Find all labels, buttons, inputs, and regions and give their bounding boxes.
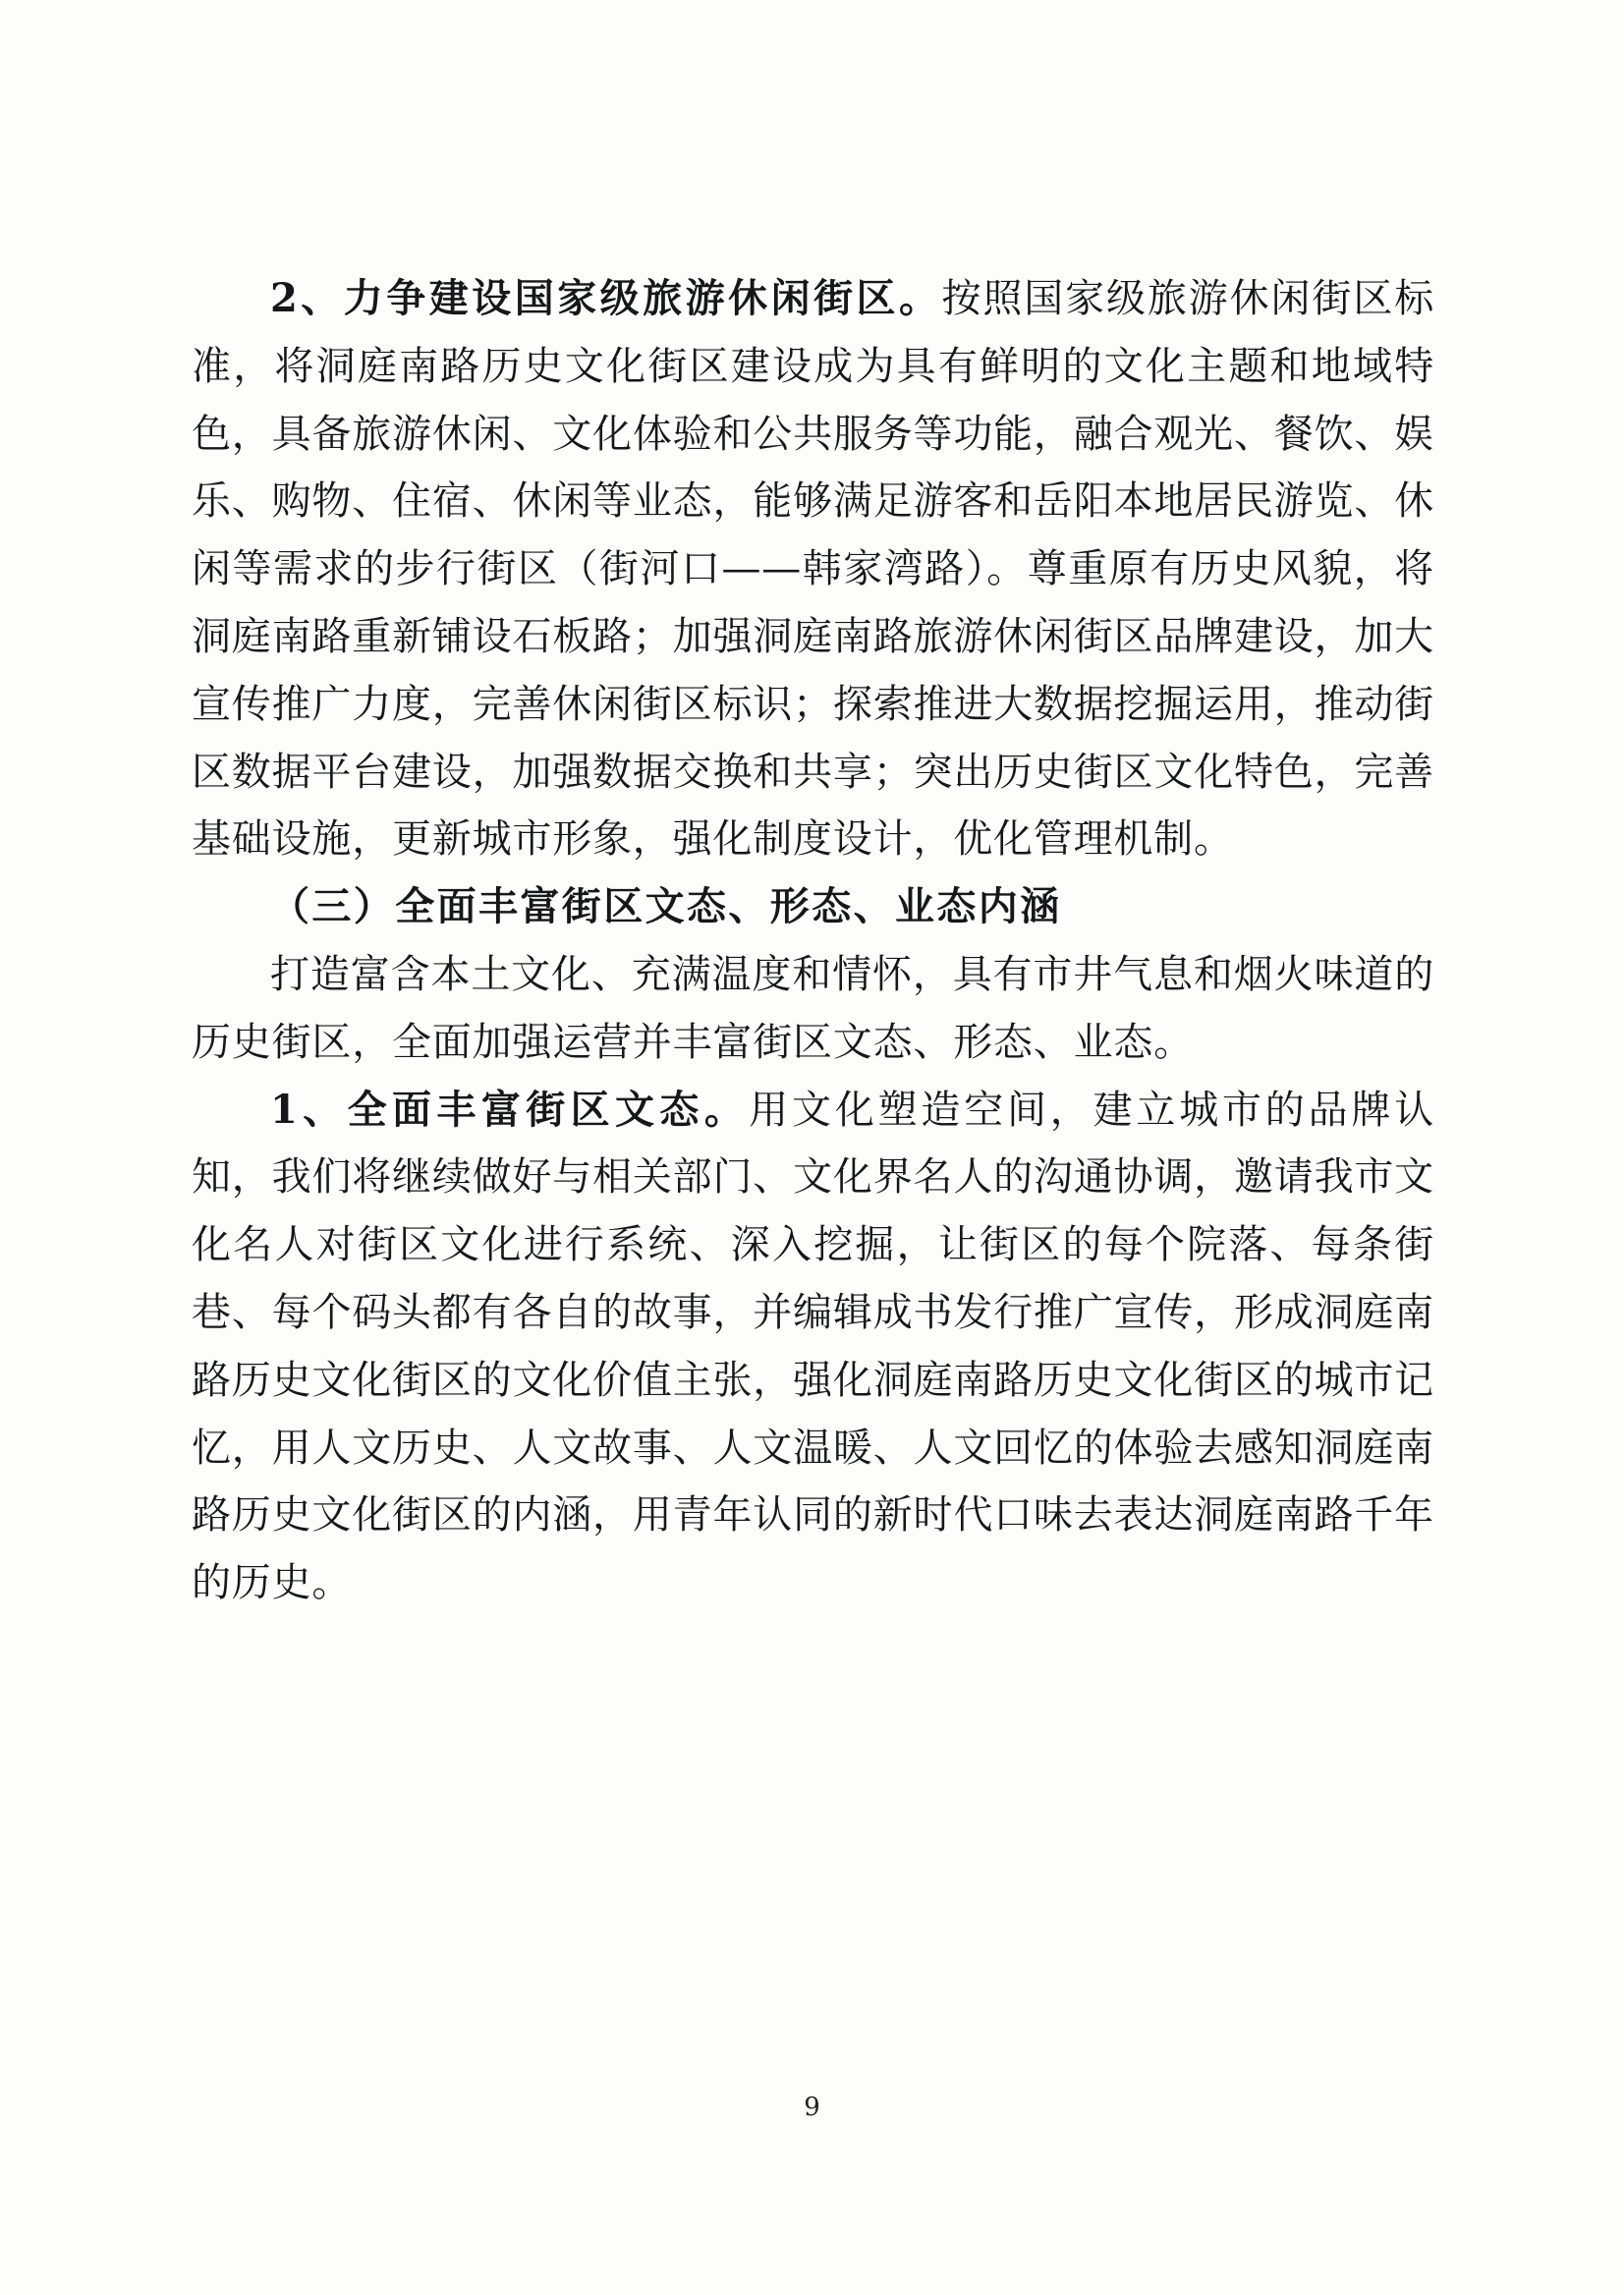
paragraph-text: 用文化塑造空间，建立城市的品牌认知，我们将继续做好与相关部门、文化界名人的沟通协调，邀请我市文化名人对街区文化进行系统、深入挖掘，让街区的每个院落、每条街巷、每个码头都有各自的故事，并编辑成书发行推广宣传，形成洞庭南路历史文化街区的文化价值主张，强化洞庭南路历史文化街区的城市记忆，用人文历史、人文故事、人文温暖、人文回忆的体验去感知洞庭南路历史文化街区的内涵，用青年认同的新时代口味去表达洞庭南路千年的历史。 [192,1087,1434,1606]
paragraph-lead: 1、全面丰富街区文态。 [270,1086,750,1133]
paragraph-block [192,1077,1434,1617]
section-heading: （三）全面丰富街区文态、形态、业态内涵 [270,883,1062,930]
page-number: 9 [804,2093,820,2122]
paragraph-block [192,265,1434,873]
paragraph-text: 打造富含本土文化、充满温度和情怀，具有市井气息和烟火味道的历史街区，全面加强运营并丰富街区文态、形态、业态。 [192,951,1434,1065]
paragraph-block [192,941,1434,1077]
document-body [192,265,1434,1617]
paragraph-lead: 2、力争建设国家级旅游休闲街区。 [270,275,942,321]
paragraph-text: 按照国家级旅游休闲街区标准，将洞庭南路历史文化街区建设成为具有鲜明的文化主题和地域特色，具备旅游休闲、文化体验和公共服务等功能，融合观光、餐饮、娱乐、购物、住宿、休闲等业态，能够满足游客和岳阳本地居民游览、休闲等需求的步行街区（街河口——韩家湾路）。尊重原有历史风貌，将洞庭南路重新铺设石板路；加强洞庭南路旅游休闲街区品牌建设，加大宣传推广力度，完善休闲街区标识；探索推进大数据挖掘运用，推动街区数据平台建设，加强数据交换和共享；突出历史街区文化特色，完善基础设施，更新城市形象，强化制度设计，优化管理机制。 [192,276,1434,863]
